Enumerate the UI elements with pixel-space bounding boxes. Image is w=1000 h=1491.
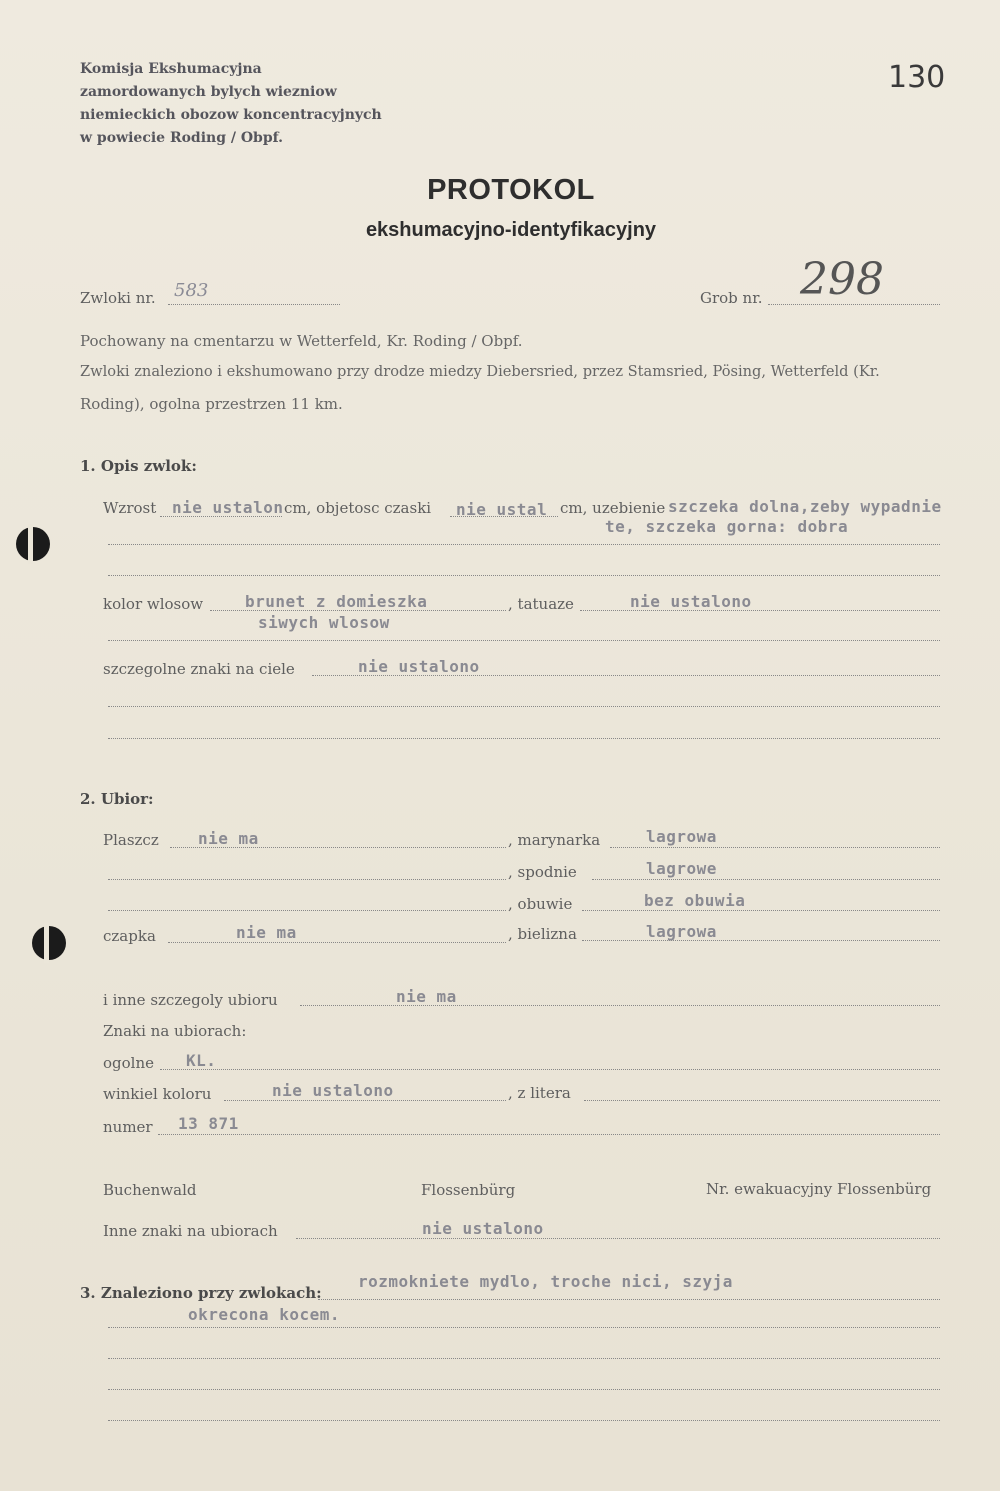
blank-line-3 <box>108 706 940 707</box>
spodnie-value: lagrowe <box>646 859 717 878</box>
czapka-value: nie ma <box>236 923 297 942</box>
ewakuacyjny-label: Nr. ewakuacyjny Flossenbürg <box>706 1180 932 1198</box>
znaki-ciala-label: szczegolne znaki na ciele <box>103 660 295 678</box>
winkiel-label: winkiel koloru <box>103 1085 212 1103</box>
ogolne-value: KL. <box>186 1051 217 1070</box>
tatuaze-label: , tatuaze <box>508 595 574 613</box>
marynarka-value: lagrowa <box>646 827 717 846</box>
wzrost-line <box>160 516 282 517</box>
bielizna-value: lagrowa <box>646 922 717 941</box>
commission-header <box>80 58 382 150</box>
zwloki-label: Zwloki nr. <box>80 289 156 307</box>
uzebienie-line-2: te, szczeka gorna: dobra <box>605 517 849 536</box>
header-line-2: zamordowanych bylych wiezniow <box>80 84 337 100</box>
inne-znaki-label: Inne znaki na ubiorach <box>103 1222 278 1240</box>
blank-line-1 <box>108 575 940 576</box>
uzebienie-line <box>108 544 940 545</box>
inne-szczegoly-label: i inne szczegoly ubioru <box>103 991 278 1009</box>
blank-line-10 <box>108 1420 940 1421</box>
grob-label: Grob nr. <box>700 289 763 307</box>
section-1-heading: 1. Opis zwlok: <box>80 457 197 475</box>
blank-line-5 <box>108 879 506 880</box>
spodnie-label: , spodnie <box>508 863 577 881</box>
section-2-heading: 2. Ubior: <box>80 790 154 808</box>
numer-label: numer <box>103 1118 153 1136</box>
intro-line-1: Pochowany na cmentarzu w Wetterfeld, Kr. Roding / Obpf. <box>80 332 523 350</box>
litera-label: , z litera <box>508 1084 571 1102</box>
kolor-value-1: brunet z domieszka <box>245 592 428 611</box>
marynarka-label: , marynarka <box>508 831 601 849</box>
znaki-ciala-value: nie ustalono <box>358 657 480 676</box>
document-subtitle: ekshumacyjno-identyfikacyjny <box>365 219 657 241</box>
marynarka-line <box>610 847 940 848</box>
wzrost-unit: cm, objetosc czaski <box>284 499 432 517</box>
czapka-label: czapka <box>103 927 156 945</box>
blank-line-7 <box>108 1327 940 1328</box>
znaleziono-line <box>318 1299 940 1300</box>
spodnie-line <box>592 879 940 880</box>
header-line-1: Komisja Ekshumacyjna <box>80 61 262 77</box>
ogolne-line <box>160 1069 940 1070</box>
kolor-label: kolor wlosow <box>103 595 204 613</box>
winkiel-value: nie ustalono <box>272 1081 394 1100</box>
obuwie-line <box>582 910 940 911</box>
buchenwald-label: Buchenwald <box>103 1181 197 1199</box>
intro-line-2: Zwloki znaleziono i ekshumowano przy drodze miedzy Diebersried, przez Stamsried, Pösing, Wetterfeld (Kr. <box>80 363 880 380</box>
plaszcz-label: Plaszcz <box>103 831 159 849</box>
flossenburg-label: Flossenbürg <box>421 1181 516 1199</box>
kolor-value-2: siwych wlosow <box>258 613 390 632</box>
numer-line <box>158 1134 940 1135</box>
znaleziono-line-2: okrecona kocem. <box>188 1305 340 1324</box>
inne-szczegoly-value: nie ma <box>396 987 457 1006</box>
numer-value: 13 871 <box>178 1114 239 1133</box>
blank-line-9 <box>108 1389 940 1390</box>
page-number: 130 <box>888 60 946 95</box>
bielizna-line <box>582 940 940 941</box>
inne-znaki-line <box>296 1238 940 1239</box>
uzebienie-line-1: szczeka dolna,zeby wypadnie <box>668 497 942 516</box>
grob-line <box>768 304 940 305</box>
punch-hole-bottom <box>32 926 66 960</box>
intro-line-3: Roding), ogolna przestrzen 11 km. <box>80 395 343 413</box>
znaleziono-line-1: rozmokniete mydlo, troche nici, szyja <box>358 1272 733 1291</box>
winkiel-line <box>224 1100 506 1101</box>
czaszka-unit: cm, uzebienie <box>560 499 666 517</box>
blank-line-8 <box>108 1358 940 1359</box>
zwloki-value: 583 <box>174 280 209 301</box>
litera-line <box>584 1100 940 1101</box>
kolor-line <box>210 610 506 611</box>
inne-szczegoly-line <box>300 1005 940 1006</box>
punch-hole-top <box>16 527 50 561</box>
znaki-ciala-line <box>312 675 940 676</box>
wzrost-value: nie ustalon <box>172 498 284 517</box>
plaszcz-line <box>170 847 506 848</box>
bielizna-label: , bielizna <box>508 925 577 943</box>
blank-line-4 <box>108 738 940 739</box>
inne-znaki-value: nie ustalono <box>422 1219 544 1238</box>
czaszka-value: nie ustal <box>456 500 548 519</box>
document-title: PROTOKOL <box>427 174 595 206</box>
section-3-heading: 3. Znaleziono przy zwlokach: <box>80 1284 322 1302</box>
znaki-ubior-label: Znaki na ubiorach: <box>103 1022 247 1040</box>
header-line-3: niemieckich obozow koncentracyjnych <box>80 107 382 123</box>
grob-value: 298 <box>800 254 884 305</box>
obuwie-value: bez obuwia <box>644 891 746 910</box>
zwloki-line <box>168 304 340 305</box>
czaszka-line <box>450 516 558 517</box>
obuwie-label: , obuwie <box>508 895 573 913</box>
czapka-line <box>168 942 506 943</box>
tatuaze-line <box>580 610 940 611</box>
wzrost-label: Wzrost <box>103 499 157 517</box>
ogolne-label: ogolne <box>103 1054 154 1072</box>
blank-line-6 <box>108 910 506 911</box>
tatuaze-value: nie ustalono <box>630 592 752 611</box>
plaszcz-value: nie ma <box>198 829 259 848</box>
header-line-4: w powiecie Roding / Obpf. <box>80 130 284 146</box>
blank-line-2 <box>108 640 940 641</box>
